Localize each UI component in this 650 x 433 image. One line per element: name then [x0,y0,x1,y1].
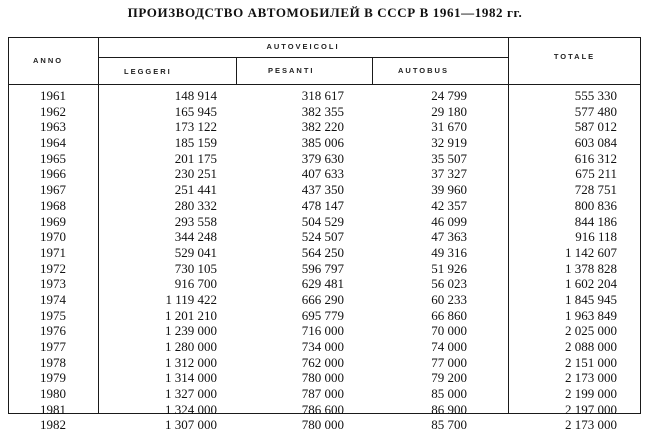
divider-header-bottom [8,84,641,85]
table-row [8,355,641,371]
cell-autobus: 85 700 [431,417,467,433]
cell-autobus: 31 670 [431,119,467,135]
cell-leggeri: 1 324 000 [165,401,217,417]
cell-pesanti: 524 507 [301,229,344,245]
cell-pesanti: 786 600 [301,401,344,417]
cell-pesanti: 596 797 [301,260,344,276]
cell-leggeri: 529 041 [174,244,217,260]
cell-year: 1964 [40,135,66,151]
cell-totale: 2 199 000 [565,386,617,402]
table-row [8,339,641,355]
cell-leggeri: 1 327 000 [165,386,217,402]
cell-year: 1975 [40,307,66,323]
table-row [8,104,641,120]
cell-autobus: 74 000 [431,339,467,354]
cell-year: 1977 [40,339,66,354]
header-pesanti: PESANTI [268,66,315,75]
cell-totale: 2 173 000 [565,370,617,386]
cell-pesanti: 716 000 [301,323,344,339]
table-row [8,198,641,214]
cell-pesanti: 385 006 [301,135,344,151]
cell-totale: 2 197 000 [565,401,617,417]
table-row [8,214,641,230]
table-row [8,166,641,182]
cell-year: 1974 [40,291,66,307]
cell-autobus: 47 363 [431,229,467,245]
cell-totale: 616 312 [574,150,617,166]
cell-year: 1968 [40,197,66,213]
table-title: ПРОИЗВОДСТВО АВТОМОБИЛЕЙ В СССР В 1961—1982 гг. [127,5,523,20]
cell-totale: 577 480 [574,103,617,119]
cell-autobus: 56 023 [431,276,467,292]
cell-year: 1971 [40,244,66,260]
table-row [8,386,641,402]
cell-leggeri: 1 307 000 [165,417,217,433]
cell-totale: 800 836 [574,197,617,213]
cell-leggeri: 1 312 000 [165,354,217,370]
cell-year: 1969 [40,213,66,229]
cell-leggeri: 916 700 [174,276,217,292]
cell-autobus: 39 960 [431,182,467,198]
cell-leggeri: 230 251 [174,166,217,182]
cell-pesanti: 629 481 [301,276,344,292]
table-row [8,119,641,135]
cell-leggeri: 293 558 [174,213,217,229]
cell-pesanti: 787 000 [301,386,344,402]
cell-leggeri: 251 441 [174,182,217,198]
table-body [8,88,641,433]
cell-totale: 844 186 [574,213,617,229]
cell-totale: 1 142 607 [565,244,617,260]
cell-leggeri: 165 945 [174,103,217,119]
cell-autobus: 86 900 [431,401,467,417]
cell-totale: 2 088 000 [565,339,617,354]
cell-totale: 1 602 204 [565,276,617,292]
cell-year: 1962 [40,103,66,119]
header-autobus: AUTOBUS [398,66,449,75]
cell-totale: 2 173 000 [565,417,617,433]
cell-year: 1963 [40,119,66,135]
cell-pesanti: 318 617 [301,88,344,103]
header-autoveicoli: AUTOVEICOLI [266,42,340,51]
table-row [8,261,641,277]
cell-pesanti: 504 529 [301,213,344,229]
cell-leggeri: 1 280 000 [165,339,217,354]
cell-totale: 587 012 [574,119,617,135]
cell-year: 1981 [40,401,66,417]
cell-leggeri: 1 314 000 [165,370,217,386]
cell-pesanti: 407 633 [301,166,344,182]
cell-pesanti: 666 290 [301,291,344,307]
cell-leggeri: 173 122 [174,119,217,135]
cell-leggeri: 1 119 422 [165,291,217,307]
cell-pesanti: 780 000 [301,417,344,433]
cell-totale: 1 845 945 [565,291,617,307]
cell-totale: 728 751 [574,182,617,198]
cell-totale: 555 330 [574,88,617,103]
cell-year: 1979 [40,370,66,386]
table-row [8,182,641,198]
header-totale: TOTALE [553,52,596,61]
table-row [8,323,641,339]
table-row [8,292,641,308]
cell-pesanti: 564 250 [301,244,344,260]
cell-autobus: 35 507 [431,150,467,166]
table-row [8,417,641,433]
cell-pesanti: 382 355 [301,103,344,119]
header-anno: ANNO [33,56,64,65]
cell-autobus: 49 316 [431,244,467,260]
table-row [8,402,641,418]
cell-autobus: 42 357 [431,197,467,213]
cell-autobus: 32 919 [431,135,467,151]
table-row [8,88,641,104]
cell-pesanti: 780 000 [301,370,344,386]
cell-pesanti: 437 350 [301,182,344,198]
cell-year: 1980 [40,386,66,402]
cell-autobus: 85 000 [431,386,467,402]
cell-autobus: 46 099 [431,213,467,229]
cell-year: 1973 [40,276,66,292]
cell-autobus: 60 233 [431,291,467,307]
cell-leggeri: 344 248 [174,229,217,245]
cell-pesanti: 734 000 [301,339,344,354]
table-row [8,135,641,151]
header-leggeri: LEGGERI [124,67,172,76]
cell-year: 1978 [40,354,66,370]
cell-totale: 916 118 [575,229,617,245]
table-row [8,229,641,245]
cell-totale: 603 084 [574,135,617,151]
cell-totale: 675 211 [575,166,617,182]
cell-year: 1967 [40,182,66,198]
cell-autobus: 29 180 [431,103,467,119]
cell-totale: 1 963 849 [565,307,617,323]
divider-autoveicoli [98,57,508,58]
table-row [8,276,641,292]
cell-pesanti: 478 147 [301,197,344,213]
table-row [8,370,641,386]
cell-totale: 2 151 000 [565,354,617,370]
cell-year: 1976 [40,323,66,339]
cell-autobus: 70 000 [431,323,467,339]
table-row [8,308,641,324]
cell-autobus: 77 000 [431,354,467,370]
table-row [8,151,641,167]
divider-leggeri-pesanti [236,57,237,84]
cell-pesanti: 382 220 [301,119,344,135]
cell-year: 1966 [40,166,66,182]
cell-pesanti: 762 000 [301,354,344,370]
cell-pesanti: 695 779 [301,307,344,323]
cell-leggeri: 730 105 [174,260,217,276]
cell-year: 1961 [40,88,66,103]
cell-autobus: 79 200 [431,370,467,386]
cell-leggeri: 1 201 210 [165,307,217,323]
cell-year: 1970 [40,229,66,245]
cell-totale: 2 025 000 [565,323,617,339]
cell-year: 1982 [40,417,66,433]
cell-leggeri: 280 332 [174,197,217,213]
cell-leggeri: 148 914 [174,88,217,103]
cell-autobus: 66 860 [431,307,467,323]
cell-autobus: 51 926 [431,260,467,276]
cell-year: 1972 [40,260,66,276]
divider-pesanti-autobus [372,57,373,84]
cell-autobus: 24 799 [431,88,467,103]
cell-autobus: 37 327 [431,166,467,182]
cell-totale: 1 378 828 [565,260,617,276]
cell-leggeri: 1 239 000 [165,323,217,339]
cell-pesanti: 379 630 [301,150,344,166]
cell-year: 1965 [40,150,66,166]
cell-leggeri: 201 175 [174,150,217,166]
table-row [8,245,641,261]
cell-leggeri: 185 159 [174,135,217,151]
